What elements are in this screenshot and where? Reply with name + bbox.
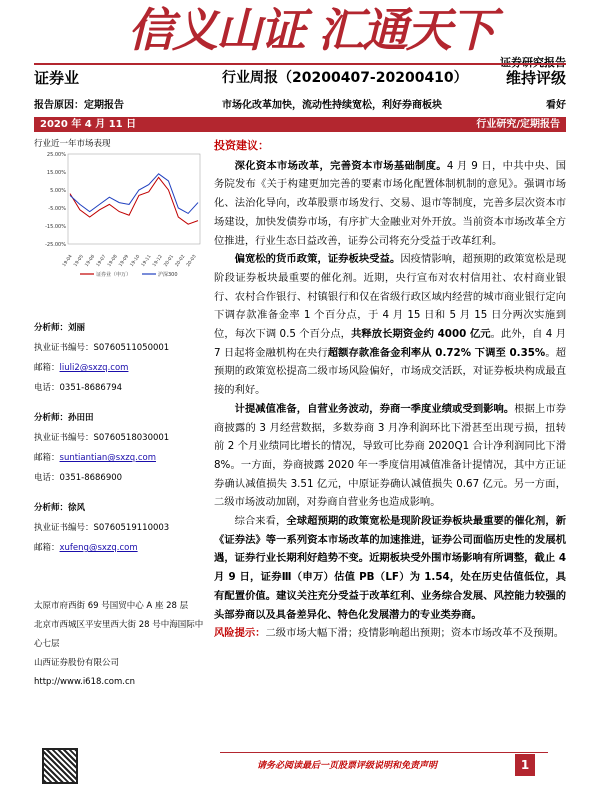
address-line: 太原市府西街 69 号国贸中心 A 座 28 层 <box>34 601 189 611</box>
rating-value: 看好 <box>546 100 566 111</box>
report-date: 2020 年 4 月 11 日 <box>40 119 137 130</box>
brand-logo: 信义山证 汇通天下 <box>128 3 495 57</box>
paragraph: 综合来看，全球超预期的政策宽松是现阶段证券板块最重要的催化剂，新《证券法》等一系列资本市场改革的加速推进，证券公司面临历史性的发展机遇，证券行业长期利好趋势不变。近期板块受外围市场影响有所调整，截止 4 月 9 日，证券Ⅲ（申万）估值 PB（LF）为 1.54，处在历史估值低位，具有配置价值。建议关注充分受益于改革红利、业务综合发展、风控能力较强的头部券商以及具备差异化、特色化发展潜力的专业类券商。 <box>214 515 567 621</box>
x-tick-label: 20-02 <box>174 254 187 268</box>
paragraph: 深化资本市场改革，完善资本市场基础制度。4 月 9 日，中共中央、国务院发布《关于构建更加完善的要素市场化配置体制机制的意见》。强调市场化、法治化导向，改革股票市场发行、交易、退市等制度，完善多层次资本市场建设，加快发债券市场，有序扩大金融业对外开放。当前资本市场改革全方位推进，行业生态日益改善，证券公司将充分受益于改革红利。 <box>214 159 567 247</box>
analyst-name: 分析师：徐风 <box>34 503 86 513</box>
disclaimer-text: 请务必阅读最后一页股票评级说明和免责声明 <box>257 761 438 771</box>
rating-label: 维持评级 <box>505 69 566 87</box>
x-tick-label: 19-11 <box>140 254 153 268</box>
y-tick-label: -25.00% <box>45 242 66 248</box>
x-tick-label: 19-12 <box>152 254 164 268</box>
analyst-block <box>34 408 204 488</box>
x-tick-label: 19-05 <box>73 254 85 268</box>
email-link[interactable]: xufeng@sxzq.com <box>59 543 138 553</box>
x-tick-label: 20-03 <box>186 254 198 268</box>
analyst-name: 分析师：刘丽 <box>34 323 86 333</box>
x-tick-label: 19-06 <box>84 254 97 268</box>
x-tick-label: 19-08 <box>107 254 119 268</box>
analyst-phone: 电话：0351-8686794 <box>34 383 123 393</box>
series-line <box>70 174 198 214</box>
series-line <box>70 177 198 224</box>
x-tick-label: 19-09 <box>118 254 131 268</box>
market-performance-chart <box>34 148 204 288</box>
date-bar <box>34 117 566 132</box>
risk-paragraph <box>214 624 566 643</box>
section-title: 投资建议： <box>214 139 269 152</box>
website-link[interactable]: http://www.i618.com.cn <box>34 677 136 687</box>
risk-label: 风险提示： <box>214 627 266 640</box>
x-tick-label: 20-01 <box>163 254 176 268</box>
legend-label: 证券业（申万） <box>96 272 132 278</box>
email-link[interactable]: suntiantian@sxzq.com <box>59 453 156 463</box>
analyst-block <box>34 318 204 398</box>
industry-title: 证券业 <box>34 69 80 87</box>
divider <box>34 63 566 65</box>
paragraph: 计提减值准备，自营业务波动，券商一季度业绩或受到影响。根据上市券商披露的 3 月经营数据，多数券商 3 月净利润环比下滑甚至出现亏损，扭转前 2 个月业绩同比增长的情况，导致可比券商 2020Q1 合计净利润同比下滑 8%。一方面，券商披露 2020 年一季度信用减值准备计提情况，其中方正证券确认减值损失 3.51 亿元，中原证券确认减值损失 0.67 亿元。另一方面，二级市场波动加剧，对券商自营业务也造成影响。 <box>214 402 567 509</box>
analyst-block <box>34 498 204 558</box>
email-link[interactable]: liuli2@sxzq.com <box>59 363 129 373</box>
x-tick-label: 19-07 <box>95 254 108 268</box>
y-tick-label: 5.00% <box>50 188 66 194</box>
address-line: 北京市西城区平安里西大街 28 号中海国际中心七层 <box>34 620 204 649</box>
company-name: 山西证券股份有限公司 <box>34 658 120 668</box>
x-tick-label: 19-10 <box>129 254 142 268</box>
qr-code-icon <box>42 748 78 784</box>
page-number: 1 <box>515 754 535 776</box>
chart-frame <box>68 154 200 244</box>
analyst-cert: 执业证书编号：S0760518030001 <box>34 433 170 443</box>
chart-label: 行业近一年市场表现 <box>34 139 111 149</box>
analyst-name: 分析师：孙田田 <box>34 413 94 423</box>
address-block <box>34 597 204 692</box>
paragraph: 偏宽松的货币政策，证券板块受益。因疫情影响，超预期的政策宽松是现阶段证券板块最重要的催化剂。近期，央行宣布对农村信用社、农村商业银行、农村合作银行、村镇银行和仅在省级行政区域内经营的城市商业银行定向下调存款准备金率 1 个百分点，于 4 月 15 日和 5 月 15 日分两次实施到位，每次下调 0.5 个百分点，共释放长期资金约 4000 亿元。此外，自 4 月 7 日起将金融机构在央行超额存款准备金利率从 0.72% 下调至 0.35%。超预期的政策宽松提高二级市场风险偏好，市场成交活跃，对证券板块构成最直接的利好。 <box>214 253 567 397</box>
y-tick-label: -15.00% <box>45 224 66 230</box>
y-tick-label: 15.00% <box>46 170 66 176</box>
risk-text: 二级市场大幅下滑；疫情影响超出预期；资本市场改革不及预期。 <box>265 627 565 640</box>
analyst-cert: 执业证书编号：S0760519110003 <box>34 523 170 533</box>
email-label: 邮箱： <box>34 543 60 553</box>
report-reason: 报告原因：定期报告 <box>34 100 124 111</box>
legend-label: 沪深300 <box>158 272 178 278</box>
email-label: 邮箱： <box>34 453 60 463</box>
x-tick-label: 19-04 <box>62 254 74 268</box>
email-label: 邮箱： <box>34 363 60 373</box>
y-tick-label: -5.00% <box>48 206 66 212</box>
report-subtitle: 市场化改革加快，流动性持续宽松，利好券商板块 <box>222 100 442 111</box>
analyst-cert: 执业证书编号：S0760511050001 <box>34 343 170 353</box>
weekly-title: 行业周报（20200407-20200410） <box>222 70 468 86</box>
report-category: 行业研究/定期报告 <box>476 119 560 130</box>
main-content <box>214 137 566 643</box>
analyst-phone: 电话：0351-8686900 <box>34 473 123 483</box>
y-tick-label: 25.00% <box>46 152 66 158</box>
